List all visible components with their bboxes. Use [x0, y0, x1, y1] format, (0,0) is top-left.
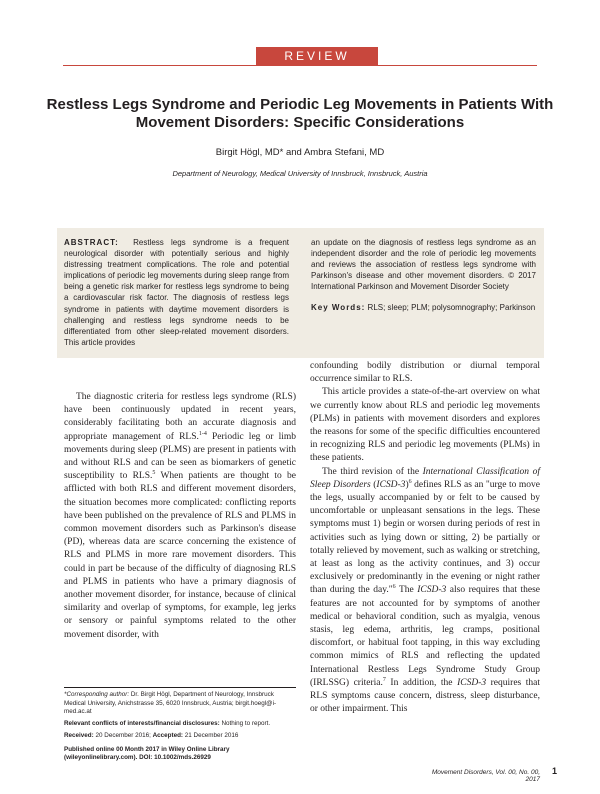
footnotes	[64, 691, 296, 766]
article-title	[40, 96, 560, 132]
body-paragraph-2: This article provides a state-of-the-art overview on what we currently know about RLS and periodic leg movements (PLMs) in patients with movement disorders and explores the reasons for some of the specific difficulties encountered in recognizing RLS and periodic leg movements (PLMs) in these patients.	[310, 387, 540, 464]
page-number: 1	[552, 766, 558, 776]
citation: 7	[382, 676, 386, 683]
body-right-column	[310, 360, 540, 716]
authors: Birgit Högl, MD* and Ambra Stefani, MD	[215, 147, 385, 158]
citation: 6	[408, 478, 412, 485]
conflicts-note: Relevant conflicts of interests/financial disclosures: Nothing to report.	[64, 720, 271, 728]
citation: 6	[392, 584, 396, 591]
body-paragraph-1: The diagnostic criteria for restless legs syndrome (RLS) have been continuously updated in recent years, considerably facilitating both an accurate diagnosis and appropriate management of RLS.$^{1-4}$ Periodic leg or limb movements during sleep (PLMS) are present in patients with and without RLS and can be seen as biomarkers of genetic susceptibility to RLS.$^5$ When patients are thought to be afflicted with both RLS and different movement disorders, the situation becomes more complicated: conflicting reports have been published on the prevalence of RLS and PLMS in common movement disorders such as Parkinson's disease (PD), whereas data are scarce concerning the existence of RLS and PLMS in more rare movement disorders. This could in part be because of the difficulty of diagnosing RLS and PLMS in patients who have a primary diagnosis of another movement disorder, for instance, because of clinical similarity and overlap of symptoms, for example, leg jerks or sensory or painful symptoms related to the other movement disorder, with	[64, 392, 296, 640]
corresponding-author: *Corresponding author: Dr. Birgit Högl, Department of Neurology, Innsbruck Medical University, Anichstrasse 35, 6020 Innsbruck, Austria; birgit.hoegl@i-med.ac.at	[64, 691, 277, 716]
title-line-1: Restless Legs Syndrome and Periodic Leg Movements in Patients With	[46, 96, 554, 113]
publication-note: Published online 00 Month 2017 in Wiley Online Library (wileyonlinelibrary.com). DOI: 10.1002/mds.26929	[64, 745, 230, 762]
citation: 1-4	[198, 430, 207, 437]
abstract-left-column	[64, 237, 289, 348]
abstract-label: ABSTRACT:	[64, 238, 119, 247]
journal-footer: Movement Disorders, Vol. 00, No. 00, 2017	[431, 769, 540, 783]
abstract-text-right: an update on the diagnosis of restless legs syndrome as an independent disorder and the role of periodic leg movements and reviews the association of restless legs syndrome with Parkinson's disease and other movement disorders. © 2017 International Parkinson and Movement Disorder Society	[311, 238, 536, 292]
citation: 5	[152, 470, 156, 477]
body-left-column	[64, 391, 296, 642]
keywords-text: RLS; sleep; PLM; polysomnography; Parkinson	[367, 303, 536, 313]
abstract-text-left: Restless legs syndrome is a frequent neurological disorder with potentially serious and highly distressing treatment complications. The role and potential implications of periodic leg movements during sleep range from being a genetic risk marker for restless legs syndrome to being a cardiovascular risk factor. The diagnosis of restless legs syndrome in patients with daytime movement disorders is challenging and restless legs syndrome needs to be differentiated from other sleep-related movement disorders. This article provides	[64, 238, 290, 347]
keywords-label: Key Words:	[311, 303, 366, 313]
keywords	[311, 302, 536, 313]
header-rule	[63, 65, 537, 66]
affiliation: Department of Neurology, Medical University of Innsbruck, Innsbruck, Austria	[172, 169, 428, 178]
body-paragraph-3: The third revision of the International Classification of Sleep Disorders (ICSD-3)$^6$ defines RLS as an "urge to move the legs, usually accompanied by or felt to be caused by uncomfortable or unpleasant sensations in the legs. These symptoms must 1) begin or worsen during periods of rest in activities such as lying down or sitting, 2) be partially or totally relieved by movement, such as walking or stretching, at least as long as the activity continues, and 3) occur exclusively or predominantly in the evening or night rather than during the day."$^6$ The ICSD-3 also requires that these features are not accounted for by symptoms of another medical or behavioral condition, such as myalgia, venous stasis, leg edema, arthritis, leg cramps, positional discomfort, or habitual foot tapping, in this way excluding common mimics of RLS and reflecting the updated International Restless Legs Syndrome Study Group (IRLSSG) criteria.$^7$ In addition, the ICSD-3 requires that RLS symptoms cause concern, distress, sleep disturbance, or other impairment. This	[310, 466, 541, 715]
dates-note: Received: 20 December 2016; Accepted: 21 December 2016	[64, 731, 239, 739]
abstract-right-column	[311, 237, 536, 314]
footnote-rule	[64, 687, 296, 688]
body-paragraph-continued: confounding bodily distribution or diurnal temporal occurrence similar to RLS.	[310, 361, 540, 385]
section-banner: REVIEW	[256, 47, 378, 65]
title-line-2: Movement Disorders: Specific Considerations	[135, 114, 465, 131]
